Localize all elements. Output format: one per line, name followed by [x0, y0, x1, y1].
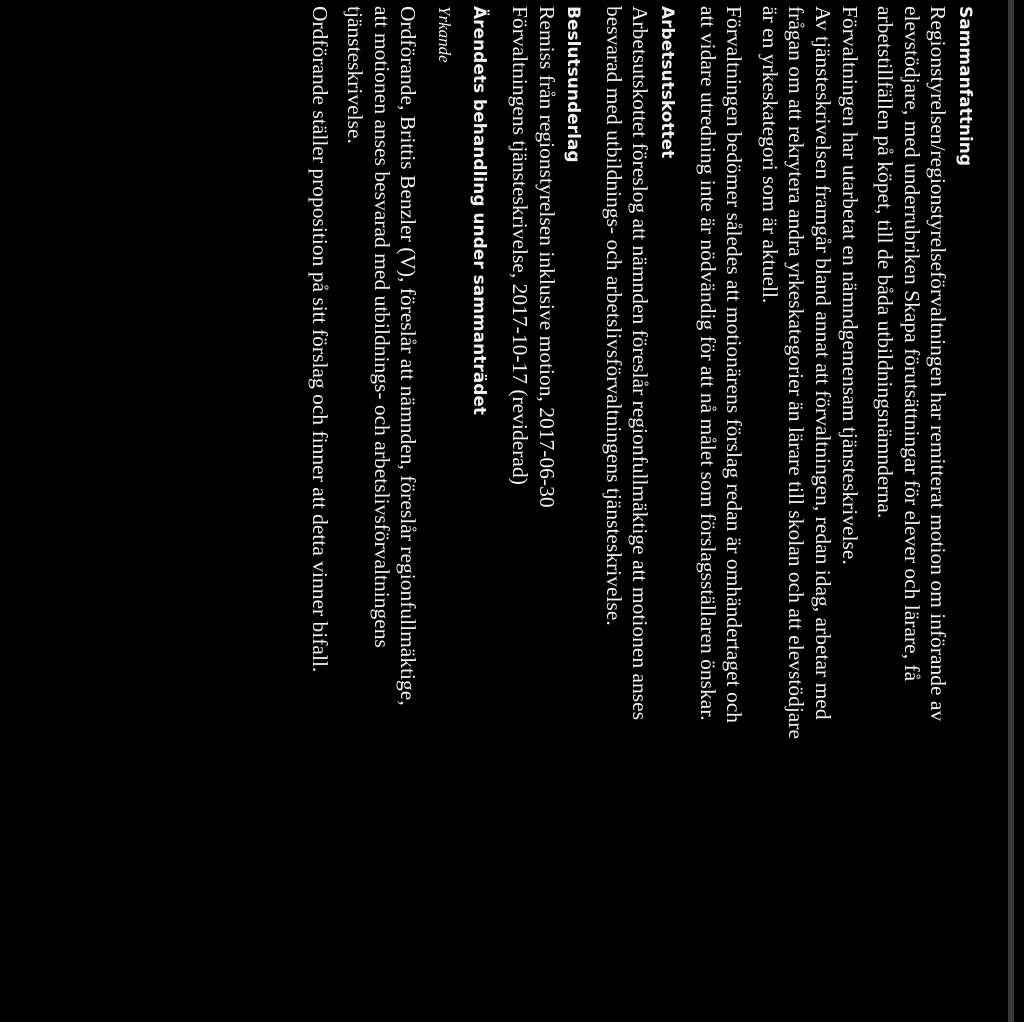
heading-behandling: Ärendets behandling under sammanträdet	[469, 6, 490, 416]
text-line: Ordförande ställer proposition på sitt förslag och finner att detta vinner bifall.	[307, 6, 332, 673]
section-arbetsutskottet	[600, 6, 680, 1016]
section-beslutsunderlag	[507, 6, 587, 1016]
text-line: tjänsteskrivelse.	[343, 6, 368, 144]
paragraph-sammanfattning-2	[756, 6, 862, 1016]
list-item: Förvaltningens tjänsteskrivelse, 2017-10-17 (reviderad)	[508, 6, 533, 485]
page-edge-strip	[1008, 0, 1014, 1022]
text-line: Regionstyrelsen/regionstyrelseförvaltningen har remitterat motion om införande av	[926, 6, 951, 722]
paragraph-sammanfattning-1	[872, 6, 952, 1016]
heading-beslutsunderlag: Beslutsunderlag	[563, 6, 584, 163]
rotated-document-body	[8, 6, 978, 1016]
text-line: att vidare utredning inte är nödvändig för att nå målet som förslagsställaren önskar.	[695, 6, 720, 721]
section-sammanfattning	[694, 6, 978, 1016]
text-line: att motionen anses besvarad med utbildnings- och arbetslivsförvaltningens	[369, 6, 394, 648]
text-line: arbetstillfällen på köpet, till de båda utbildningsnämnderna.	[873, 6, 898, 519]
paragraph-behandling-2	[306, 6, 333, 1016]
list-item: Remiss från regionstyrelsen inklusive motion, 2017-06-30	[534, 6, 559, 508]
heading-arbetsutskottet: Arbetsutskottet	[657, 6, 678, 159]
text-line: Av tjänsteskrivelsen framgår bland annat att förvaltningen, redan idag, arbetar med	[811, 6, 836, 720]
paragraph-arbetsutskottet	[600, 6, 653, 1016]
text-line: är en yrkeskategori som är aktuell.	[757, 6, 782, 304]
text-line: frågan om att rekrytera andra yrkeskategorier än lärare till skolan och att elevstödjare	[784, 6, 809, 740]
paragraph-behandling-1	[342, 6, 422, 1016]
list-beslutsunderlag	[507, 6, 560, 1016]
heading-sammanfattning: Sammanfattning	[955, 6, 975, 167]
text-line: elevstödjare, med underrubriken Skapa förutsättningar för elever och lärare, få	[899, 6, 924, 682]
section-behandling	[306, 6, 493, 1016]
text-line: Förvaltningen har utarbetat en nämndgemensam tjänsteskrivelse.	[837, 6, 862, 565]
paragraph-sammanfattning-3	[694, 6, 747, 1016]
text-line: besvarad med utbildnings- och arbetslivsförvaltningens tjänsteskrivelse.	[601, 6, 626, 626]
text-line: Förvaltningen bedömer således att motionärens förslag redan är omhändertaget och	[722, 6, 747, 724]
text-line: Ordförande, Brittis Benzler (V), föreslår att nämnden, föreslår regionfullmäktige,	[396, 6, 421, 706]
subheading-yrkande: Yrkande	[434, 6, 454, 63]
text-line: Arbetsutskottet föreslog att nämnden föreslår regionfullmäktige att motionen anses	[628, 6, 653, 721]
